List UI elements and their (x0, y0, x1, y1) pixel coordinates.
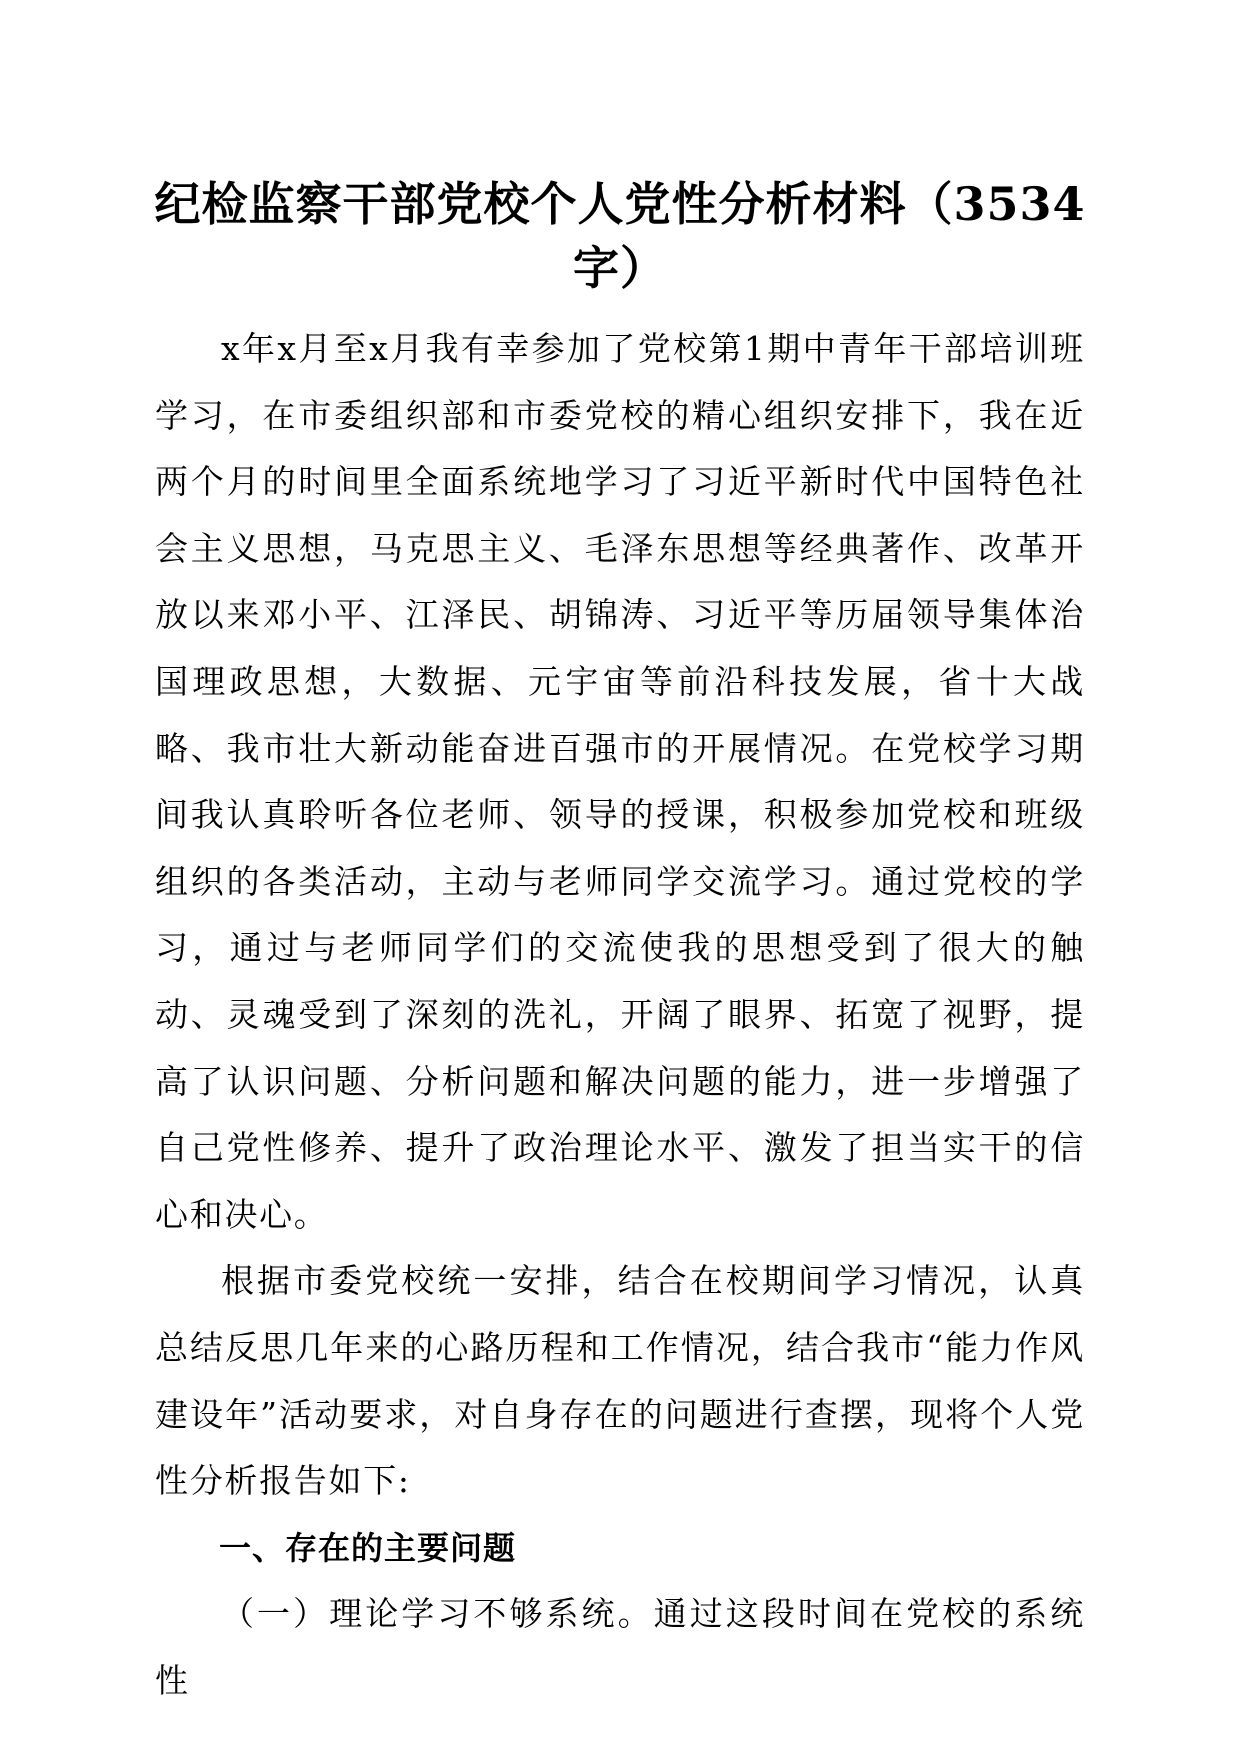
arrangement-paragraph: 根据市委党校统一安排，结合在校期间学习情况，认真总结反思几年来的心路历程和工作情况，结合我市“能力作风建设年”活动要求，对自身存在的问题进行查摆，现将个人党性分析报告如下: (155, 1261, 1085, 1501)
document-body (155, 316, 1085, 1714)
subsection-paragraph: （一）理论学习不够系统。通过这段时间在党校的系统性 (155, 1594, 1085, 1700)
document-title: 纪检监察干部党校个人党性分析材料（3534字） (154, 177, 1086, 295)
intro-paragraph: x年x月至x月我有幸参加了党校第1期中青年干部培训班学习，在市委组织部和市委党校的精心组织安排下，我在近两个月的时间里全面系统地学习了习近平新时代中国特色社会主义思想，马克思主义、毛泽东思想等经典著作、改革开放以来邓小平、江泽民、胡锦涛、习近平等历届领导集体治国理政思想，大数据、元宇宙等前沿科技发展，省十大战略、我市壮大新动能奋进百强市的开展情况。在党校学习期间我认真聆听各位老师、领导的授课，积极参加党校和班级组织的各类活动，主动与老师同学交流学习。通过党校的学习，通过与老师同学们的交流使我的思想受到了很大的触动、灵魂受到了深刻的洗礼，开阔了眼界、拓宽了视野，提高了认识问题、分析问题和解决问题的能力，进一步增强了自己党性修养、提升了政治理论水平、激发了担当实干的信心和决心。 (155, 329, 1085, 1234)
section-heading: 一、存在的主要问题 (219, 1528, 517, 1567)
